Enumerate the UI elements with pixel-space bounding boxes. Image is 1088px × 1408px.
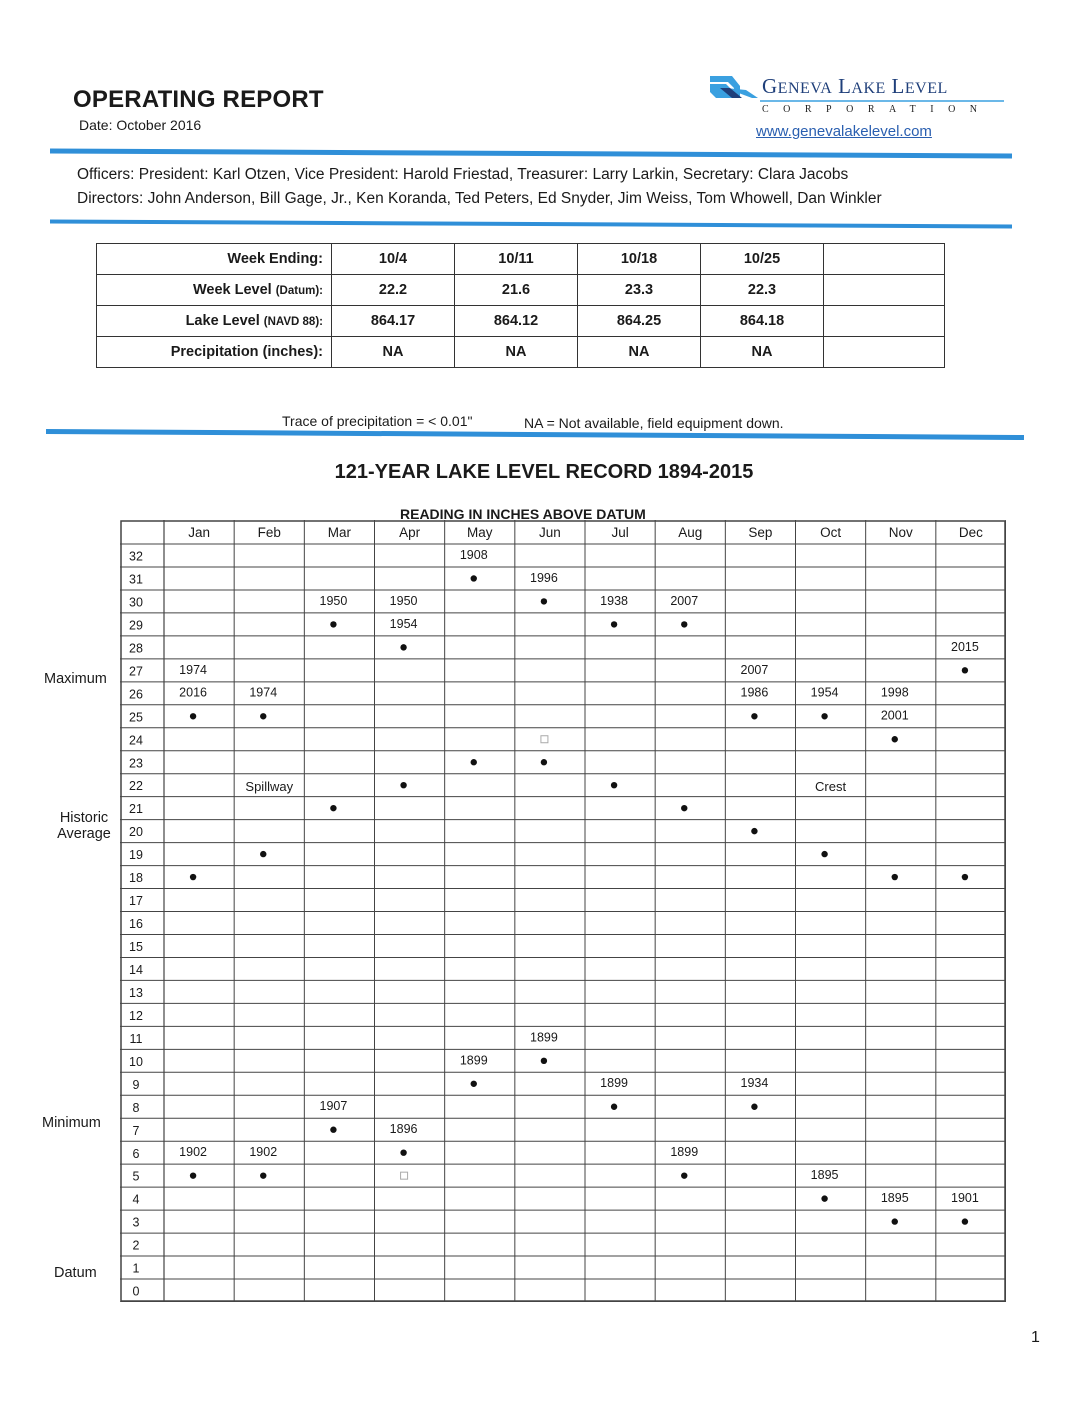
week-ending-value: 10/11 bbox=[455, 244, 578, 275]
maximum-year: 1986 bbox=[740, 685, 769, 700]
grid-border bbox=[121, 521, 1005, 1301]
month-header: Oct bbox=[820, 525, 842, 540]
maximum-year: 1954 bbox=[810, 685, 839, 700]
week-level-value: 22.2 bbox=[332, 275, 455, 306]
minimum-marker bbox=[541, 1058, 547, 1064]
maximum-year: 1998 bbox=[880, 685, 909, 700]
divider bbox=[50, 219, 1012, 228]
maximum-year: 1938 bbox=[600, 593, 628, 608]
row-level-label: 29 bbox=[129, 618, 143, 633]
week-level-value: 22.3 bbox=[701, 275, 824, 306]
maximum-marker bbox=[751, 713, 757, 719]
average-marker bbox=[330, 805, 336, 811]
week-level-value: 23.3 bbox=[578, 275, 701, 306]
row-level-label: 31 bbox=[129, 572, 143, 587]
row-level-label: 10 bbox=[129, 1054, 143, 1069]
maximum-marker bbox=[821, 713, 827, 719]
lake-level-value: 864.12 bbox=[455, 306, 578, 337]
maximum-marker bbox=[681, 621, 687, 627]
row-level-label: 3 bbox=[132, 1215, 140, 1230]
hollow-marker bbox=[541, 736, 548, 743]
week-ending-value: 10/4 bbox=[332, 244, 455, 275]
week-level-value: 21.6 bbox=[455, 275, 578, 306]
month-header: Feb bbox=[257, 525, 281, 540]
maximum-marker bbox=[260, 713, 266, 719]
na-note: NA = Not available, field equipment down. bbox=[524, 415, 784, 431]
month-header: Apr bbox=[399, 525, 421, 540]
lake-level-label: Lake Level (NAVD 88): bbox=[97, 306, 332, 337]
row-level-label: 20 bbox=[129, 825, 143, 840]
average-marker bbox=[541, 759, 547, 765]
maximum-marker bbox=[962, 667, 968, 673]
empty-cell bbox=[824, 337, 945, 368]
maximum-year: 1974 bbox=[179, 662, 207, 677]
empty-cell bbox=[824, 244, 945, 275]
row-level-label: 16 bbox=[129, 917, 143, 932]
maximum-year: 1974 bbox=[249, 685, 278, 700]
minimum-year: 1899 bbox=[530, 1030, 558, 1045]
average-marker bbox=[190, 874, 196, 880]
precipitation-value: NA bbox=[332, 337, 455, 368]
row-level-label: 8 bbox=[132, 1100, 140, 1115]
lake-level-value: 864.25 bbox=[578, 306, 701, 337]
row-level-label: 18 bbox=[129, 871, 143, 886]
average-marker bbox=[611, 782, 617, 788]
minimum-marker bbox=[330, 1127, 336, 1133]
grid-annotation: Crest bbox=[815, 778, 847, 794]
month-header: Mar bbox=[327, 525, 352, 540]
logo-name: GENEVA LAKE LEVEL bbox=[762, 74, 948, 98]
week-level-label: Week Level (Datum): bbox=[97, 275, 332, 306]
row-level-label: 28 bbox=[129, 641, 143, 656]
record-subtitle: READING IN INCHES ABOVE DATUM bbox=[400, 506, 646, 522]
minimum-year: 1934 bbox=[740, 1076, 769, 1091]
historic-average-label: Historic Average bbox=[57, 810, 111, 842]
minimum-marker bbox=[260, 1172, 266, 1178]
officers-line: Officers: President: Karl Otzen, Vice President: Harold Friestad, Treasurer: Larry Larkin, Secretary: Clara Jacobs bbox=[77, 166, 849, 183]
row-level-label: 2 bbox=[132, 1238, 140, 1253]
minimum-year: 1902 bbox=[179, 1145, 207, 1160]
week-ending-label: Week Ending: bbox=[97, 244, 332, 275]
month-header: Nov bbox=[888, 525, 913, 540]
page-number: 1 bbox=[1031, 1329, 1040, 1346]
average-marker bbox=[260, 851, 266, 857]
average-marker bbox=[892, 874, 898, 880]
month-header: Jun bbox=[539, 525, 561, 540]
precipitation-value: NA bbox=[578, 337, 701, 368]
week-ending-value: 10/18 bbox=[578, 244, 701, 275]
month-header: Jan bbox=[188, 525, 210, 540]
precipitation-label: Precipitation (inches): bbox=[97, 337, 332, 368]
maximum-marker bbox=[400, 644, 406, 650]
row-level-label: 30 bbox=[129, 595, 143, 610]
minimum-label: Minimum bbox=[42, 1115, 101, 1131]
logo-corporation: CORPORATION bbox=[762, 104, 992, 115]
empty-cell bbox=[824, 306, 945, 337]
maximum-year: 1996 bbox=[530, 570, 558, 585]
row-level-label: 19 bbox=[129, 848, 143, 863]
maximum-year: 1954 bbox=[389, 616, 418, 631]
report-date: Date: October 2016 bbox=[79, 117, 202, 133]
lake-level-record-grid bbox=[120, 520, 1006, 1302]
maximum-year: 1908 bbox=[459, 547, 488, 562]
precipitation-value: NA bbox=[701, 337, 824, 368]
row-level-label: 11 bbox=[129, 1031, 143, 1046]
table-row bbox=[97, 244, 945, 275]
minimum-marker bbox=[821, 1195, 827, 1201]
average-marker bbox=[400, 782, 406, 788]
average-marker bbox=[471, 759, 477, 765]
month-header: Jul bbox=[611, 525, 629, 540]
datum-label: Datum bbox=[54, 1265, 97, 1281]
minimum-marker bbox=[471, 1081, 477, 1087]
maximum-marker bbox=[190, 713, 196, 719]
maximum-label: Maximum bbox=[44, 671, 107, 687]
minimum-marker bbox=[892, 1218, 898, 1224]
maximum-marker bbox=[330, 621, 336, 627]
row-level-label: 1 bbox=[132, 1261, 140, 1276]
row-level-label: 32 bbox=[129, 549, 143, 564]
minimum-marker bbox=[962, 1218, 968, 1224]
row-level-label: 25 bbox=[129, 710, 143, 725]
maximum-year: 1950 bbox=[319, 593, 348, 608]
maximum-year: 2015 bbox=[951, 639, 979, 654]
maximum-year: 2007 bbox=[670, 593, 699, 608]
minimum-year: 1895 bbox=[880, 1191, 909, 1206]
row-level-label: 14 bbox=[129, 962, 143, 977]
maximum-marker bbox=[611, 621, 617, 627]
row-level-label: 7 bbox=[132, 1123, 140, 1138]
maximum-marker bbox=[541, 598, 547, 604]
row-level-label: 9 bbox=[132, 1077, 140, 1092]
maximum-year: 2001 bbox=[880, 708, 909, 723]
row-level-label: 27 bbox=[129, 664, 143, 679]
record-title: 121-YEAR LAKE LEVEL RECORD 1894-2015 bbox=[334, 461, 754, 483]
table-row bbox=[97, 337, 945, 368]
minimum-year: 1902 bbox=[249, 1145, 278, 1160]
row-level-label: 17 bbox=[129, 894, 143, 909]
minimum-year: 1899 bbox=[670, 1145, 699, 1160]
row-level-label: 0 bbox=[132, 1284, 140, 1299]
minimum-year: 1899 bbox=[600, 1076, 628, 1091]
average-marker bbox=[821, 851, 827, 857]
row-level-label: 12 bbox=[129, 1008, 143, 1023]
minimum-marker bbox=[611, 1104, 617, 1110]
table-row bbox=[97, 306, 945, 337]
hollow-marker bbox=[401, 1172, 408, 1179]
lake-level-value: 864.17 bbox=[332, 306, 455, 337]
maximum-marker bbox=[892, 736, 898, 742]
row-level-label: 6 bbox=[132, 1146, 140, 1161]
grid-annotation: Spillway bbox=[245, 778, 294, 794]
month-header: Aug bbox=[678, 525, 703, 540]
minimum-year: 1901 bbox=[951, 1191, 979, 1206]
lake-level-value: 864.18 bbox=[701, 306, 824, 337]
minimum-year: 1895 bbox=[810, 1168, 839, 1183]
weekly-table bbox=[96, 243, 945, 368]
minimum-marker bbox=[751, 1104, 757, 1110]
average-marker bbox=[962, 874, 968, 880]
row-level-label: 26 bbox=[129, 687, 143, 702]
maximum-year: 1950 bbox=[389, 593, 418, 608]
row-level-label: 5 bbox=[132, 1169, 140, 1184]
trace-note: Trace of precipitation = < 0.01" bbox=[282, 413, 473, 429]
minimum-marker bbox=[681, 1172, 687, 1178]
table-row bbox=[97, 275, 945, 306]
row-level-label: 22 bbox=[129, 779, 143, 794]
row-level-label: 13 bbox=[129, 985, 143, 1000]
minimum-marker bbox=[400, 1149, 406, 1155]
maximum-year: 2007 bbox=[740, 662, 769, 677]
directors-line: Directors: John Anderson, Bill Gage, Jr., Ken Koranda, Ted Peters, Ed Snyder, Jim Weiss, Tom Whowell, Dan Winkler bbox=[77, 190, 882, 207]
report-title: OPERATING REPORT bbox=[73, 86, 324, 113]
maximum-year: 2016 bbox=[179, 685, 207, 700]
minimum-marker bbox=[190, 1172, 196, 1178]
row-level-label: 21 bbox=[129, 802, 143, 817]
minimum-year: 1899 bbox=[459, 1053, 488, 1068]
row-level-label: 4 bbox=[132, 1192, 140, 1207]
week-ending-value: 10/25 bbox=[701, 244, 824, 275]
month-header: Dec bbox=[958, 525, 983, 540]
minimum-year: 1896 bbox=[389, 1122, 418, 1137]
website-link[interactable]: www.genevalakelevel.com bbox=[756, 123, 932, 140]
month-header: May bbox=[466, 525, 493, 540]
row-level-label: 24 bbox=[129, 733, 143, 748]
average-marker bbox=[681, 805, 687, 811]
maximum-marker bbox=[471, 575, 477, 581]
row-level-label: 15 bbox=[129, 940, 143, 955]
month-header: Sep bbox=[748, 525, 773, 540]
minimum-year: 1907 bbox=[319, 1099, 348, 1114]
empty-cell bbox=[824, 275, 945, 306]
average-marker bbox=[751, 828, 757, 834]
row-level-label: 23 bbox=[129, 756, 143, 771]
precipitation-value: NA bbox=[455, 337, 578, 368]
